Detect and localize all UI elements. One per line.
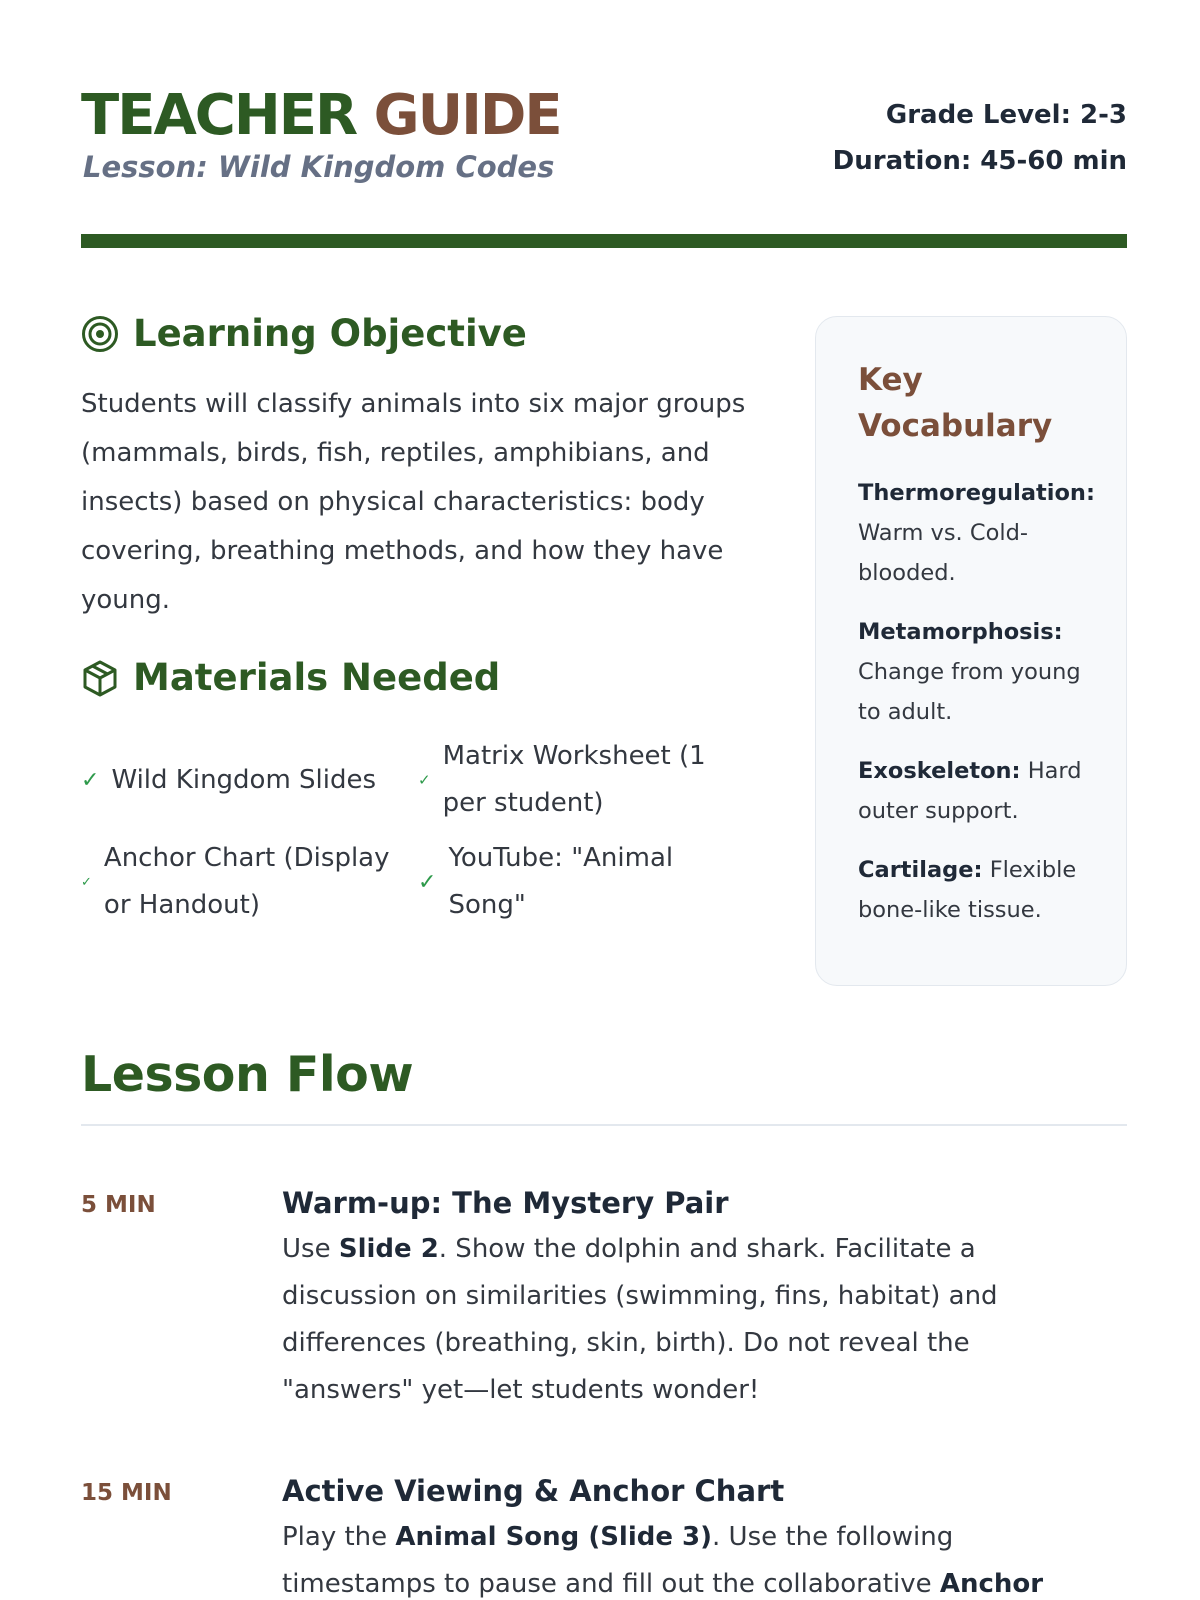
vocabulary-definition: Hard outer support. [858,758,1082,824]
step-text-bold: Anchor [939,1569,1044,1599]
title-guide: GUIDE [373,83,561,148]
step-text-part: . Use the following timestamps to pause and fill out the collaborative [282,1522,954,1599]
title-teacher: TEACHER [81,83,357,148]
material-label: Anchor Chart (Display or Handout) [103,843,390,920]
target-icon [81,315,119,353]
material-item [81,733,416,827]
vocabulary-item [858,751,1092,831]
lesson-flow-divider [81,1124,1127,1126]
step-text-part: . Show the dolphin and shark. Facilitate a discussion on similarities (swimming, fins, habitat) and differences (breathing, skin, birth). Do not reveal the "answers" yet—let students wonder! [282,1234,998,1405]
objective-text: Students will classify animals into six major groups (mammals, birds, fish, reptiles, amphibians, and insects) based on physical characteristics: body covering, breathing methods, and how they have young. [81,389,746,615]
check-icon: ✓ [81,767,100,793]
step-description [282,1514,1062,1600]
objective-heading [81,312,527,355]
vocabulary-item [858,612,1092,732]
material-label: YouTube: "Animal Song" [448,843,674,920]
vocabulary-item [858,850,1092,930]
vocabulary-title: Key Vocabulary [858,362,1053,444]
vocabulary-term: Cartilage: [858,857,983,883]
step-title: Active Viewing & Anchor Chart [282,1474,785,1508]
step-duration: 15 MIN [81,1480,172,1506]
duration: Duration: 45-60 min [832,146,1127,176]
material-item [418,733,738,827]
teacher-guide-page [81,0,1127,1600]
lesson-flow-heading: Lesson Flow [81,1046,414,1103]
vocabulary-definition: Change from young to adult. [858,659,1081,725]
vocabulary-item [858,473,1095,593]
step-text-bold: Animal Song (Slide 3) [395,1522,713,1552]
vocabulary-term: Thermoregulation: [858,480,1095,506]
step-text-part: Use [282,1234,339,1264]
check-icon: ✓ [81,874,92,890]
objective-heading-label: Learning Objective [133,312,527,355]
materials-heading [81,656,500,699]
step-description [282,1226,1062,1414]
vocabulary-definition: Warm vs. Cold-blooded. [858,520,1028,586]
material-label: Wild Kingdom Slides [111,764,377,795]
header [81,80,1127,200]
material-label: Matrix Worksheet (1 per student) [442,741,706,818]
step-content [282,1180,1062,1414]
material-item [81,835,416,929]
check-icon: ✓ [418,770,431,789]
material-item [418,835,738,929]
vocabulary-term: Metamorphosis: [858,619,1063,645]
step-text-bold: Slide 2 [338,1234,439,1264]
box-icon [81,659,119,697]
grade-level: Grade Level: 2-3 [885,100,1127,130]
vocabulary-term: Exoskeleton: [858,758,1021,784]
step-duration: 5 MIN [81,1192,156,1218]
materials-heading-label: Materials Needed [133,656,501,699]
step-text-part: Play the [282,1522,396,1552]
step-content [282,1468,1062,1600]
check-icon: ✓ [418,869,437,895]
lesson-subtitle: Lesson: Wild Kingdom Codes [83,150,555,184]
step-title: Warm-up: The Mystery Pair [282,1186,729,1220]
vocabulary-card [815,316,1127,986]
page-title [81,84,561,148]
vocabulary-definition: Flexible bone-like tissue. [858,857,1077,923]
header-divider [81,234,1127,248]
lesson-meta [833,92,1127,184]
